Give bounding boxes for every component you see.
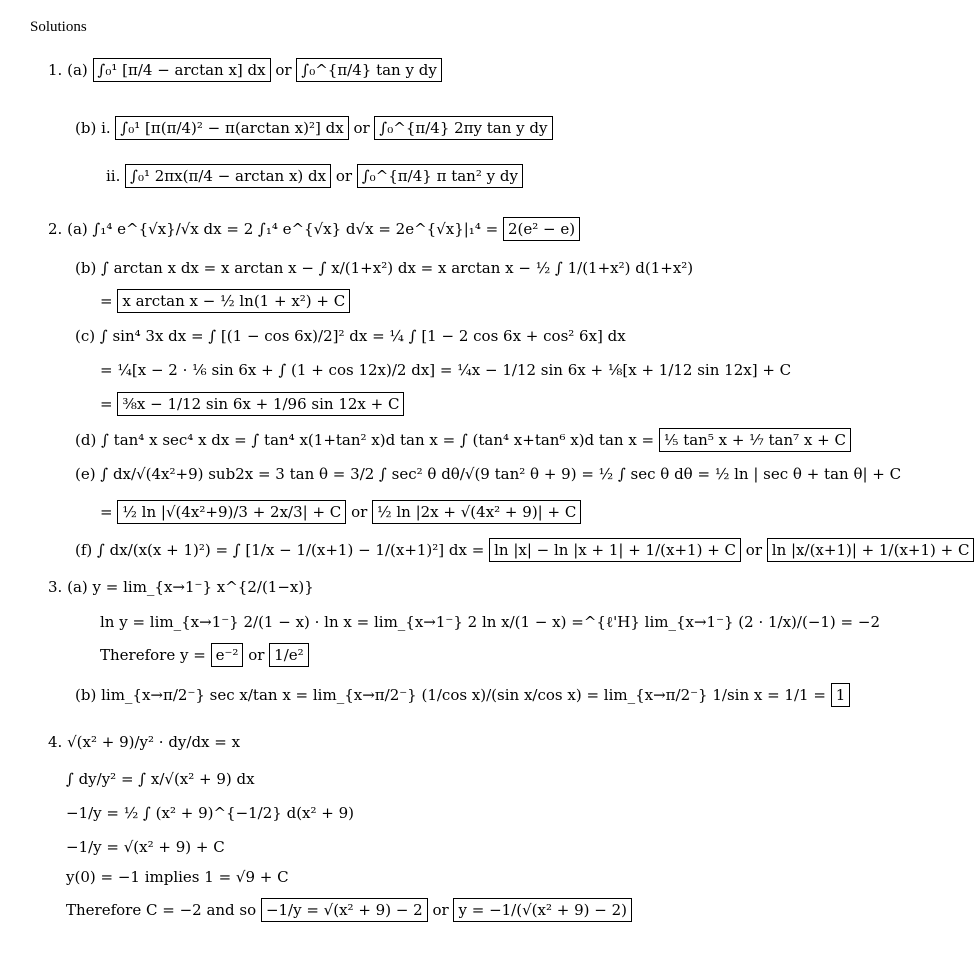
boxed-alternative-answer: ∫₀^{π/4} tan y dy <box>296 58 441 82</box>
math-expression: ∫ arctan x dx = x arctan x − ∫ x/(1+x²) dx = x arctan x − ½ ∫ 1/(1+x²) d(1+x²) <box>101 259 694 277</box>
boxed-answer: ½ ln |√(4x²+9)/3 + 2x/3| + C <box>117 500 346 524</box>
math-expression: = <box>100 503 113 521</box>
boxed-answer: −1/y = √(x² + 9) − 2 <box>261 898 428 922</box>
math-expression: ln y = lim_{x→1⁻} 2/(1 − x) · ln x = lim_{x→1⁻} 2 ln x/(1 − x) =^{ℓ'H} lim_{x→1⁻} (2 · 1/x)/(−1) = −2 <box>100 613 880 631</box>
solution-line-2b2 <box>100 289 350 313</box>
or-separator: or <box>275 61 292 79</box>
part-label: (a) <box>67 578 88 596</box>
math-expression: y = lim_{x→1⁻} x^{2/(1−x)} <box>92 578 314 596</box>
part-label: (b) <box>75 686 97 704</box>
solution-line-4e <box>66 868 289 886</box>
math-expression: ∫ tan⁴ x sec⁴ x dx = ∫ tan⁴ x(1+tan² x)d tan x = ∫ (tan⁴ x+tan⁶ x)d tan x = <box>101 431 655 449</box>
part-label: (b) i. <box>75 119 111 137</box>
boxed-alternative-answer: ln |x/(x+1)| + 1/(x+1) + C <box>767 538 974 562</box>
solution-line-3a1 <box>48 578 314 596</box>
boxed-answer: x arctan x − ½ ln(1 + x²) + C <box>117 289 350 313</box>
solution-line-2d <box>75 428 851 452</box>
or-separator: or <box>351 503 368 521</box>
problem-number: 3. <box>48 578 63 596</box>
solution-line-2b1 <box>75 259 693 277</box>
math-expression: ∫ dx/√(4x²+9) sub2x = 3 tan θ = 3/2 ∫ sec² θ dθ/√(9 tan² θ + 9) = ½ ∫ sec θ dθ = ½ ln | sec θ + tan θ| + C <box>100 465 902 483</box>
math-expression: ∫₀¹ [π/4 − arctan x] dx <box>93 58 271 82</box>
math-expression: = <box>100 395 113 413</box>
solution-line-2e1 <box>75 465 901 483</box>
solution-line-2c2 <box>100 361 791 379</box>
boxed-alternative-answer: y = −1/(√(x² + 9) − 2) <box>453 898 631 922</box>
part-label: (b) <box>75 259 97 277</box>
part-label: (c) <box>75 327 96 345</box>
boxed-alternative-answer: ∫₀^{π/4} 2πy tan y dy <box>374 116 552 140</box>
solution-line-2c3 <box>100 392 404 416</box>
part-label: (e) <box>75 465 96 483</box>
page-title: Solutions <box>30 19 87 35</box>
solution-line-4c <box>66 804 354 822</box>
math-expression: ∫₀¹ 2πx(π/4 − arctan x) dx <box>125 164 331 188</box>
boxed-answer: ⅕ tan⁵ x + ⅐ tan⁷ x + C <box>659 428 851 452</box>
math-expression: ∫ sin⁴ 3x dx = ∫ [(1 − cos 6x)/2]² dx = ¼ ∫ [1 − 2 cos 6x + cos² 6x] dx <box>99 327 626 345</box>
problem-number: 4. <box>48 733 63 751</box>
solution-line-4a <box>48 733 240 751</box>
math-expression: −1/y = √(x² + 9) + C <box>66 838 225 856</box>
math-expression: ∫ dx/(x(x + 1)²) = ∫ [1/x − 1/(x+1) − 1/(x+1)²] dx = <box>97 541 485 559</box>
part-label: (f) <box>75 541 93 559</box>
boxed-answer: 2(e² − e) <box>503 217 580 241</box>
math-expression: Therefore y = <box>100 646 206 664</box>
part-label: (d) <box>75 431 97 449</box>
math-expression: −1/y = ½ ∫ (x² + 9)^{−1/2} d(x² + 9) <box>66 804 355 822</box>
solution-line-2a <box>48 217 580 241</box>
or-separator: or <box>335 167 353 185</box>
math-expression: y(0) = −1 implies 1 = √9 + C <box>66 868 289 886</box>
boxed-answer: e⁻² <box>211 643 244 667</box>
solution-line-1a <box>48 58 442 82</box>
solution-line-2c1 <box>75 327 626 345</box>
solution-line-3a3 <box>100 643 309 667</box>
problem-number: 1. <box>48 61 63 79</box>
boxed-alternative-answer: 1/e² <box>269 643 309 667</box>
math-expression: ∫₀¹ [π(π/4)² − π(arctan x)²] dx <box>115 116 348 140</box>
boxed-alternative-answer: ∫₀^{π/4} π tan² y dy <box>357 164 523 188</box>
part-label: (a) <box>67 61 88 79</box>
boxed-alternative-answer: ½ ln |2x + √(4x² + 9)| + C <box>372 500 581 524</box>
part-label: ii. <box>106 167 121 185</box>
or-separator: or <box>248 646 265 664</box>
boxed-answer: ln |x| − ln |x + 1| + 1/(x+1) + C <box>489 538 741 562</box>
solution-line-4d <box>66 838 225 856</box>
boxed-answer: 1 <box>831 683 851 707</box>
solution-line-4f <box>66 898 632 922</box>
or-separator: or <box>745 541 762 559</box>
math-expression: Therefore C = −2 and so <box>66 901 257 919</box>
math-expression: lim_{x→π/2⁻} sec x/tan x = lim_{x→π/2⁻} (1/cos x)/(sin x/cos x) = lim_{x→π/2⁻} 1/sin x = 1/1 = <box>101 686 826 704</box>
or-separator: or <box>432 901 449 919</box>
solution-line-1bii <box>106 164 523 188</box>
boxed-answer: ⅜x − 1/12 sin 6x + 1/96 sin 12x + C <box>117 392 404 416</box>
solution-line-3b <box>75 683 850 707</box>
math-expression: ∫₁⁴ e^{√x}/√x dx = 2 ∫₁⁴ e^{√x} d√x = 2e^{√x}|₁⁴ = <box>92 220 499 238</box>
math-expression: ∫ dy/y² = ∫ x/√(x² + 9) dx <box>66 770 255 788</box>
solution-line-4b <box>66 770 255 788</box>
solution-line-2f <box>75 538 974 562</box>
problem-number: 2. <box>48 220 63 238</box>
math-expression: √(x² + 9)/y² · dy/dx = x <box>67 733 241 751</box>
solution-line-2e2 <box>100 500 581 524</box>
math-expression: = <box>100 292 113 310</box>
solution-line-3a2 <box>100 613 880 631</box>
or-separator: or <box>353 119 370 137</box>
solution-line-1bi <box>75 116 553 140</box>
math-expression: = ¼[x − 2 · ⅙ sin 6x + ∫ (1 + cos 12x)/2 dx] = ¼x − 1/12 sin 6x + ⅛[x + 1/12 sin 12x] + C <box>100 361 792 379</box>
part-label: (a) <box>67 220 88 238</box>
